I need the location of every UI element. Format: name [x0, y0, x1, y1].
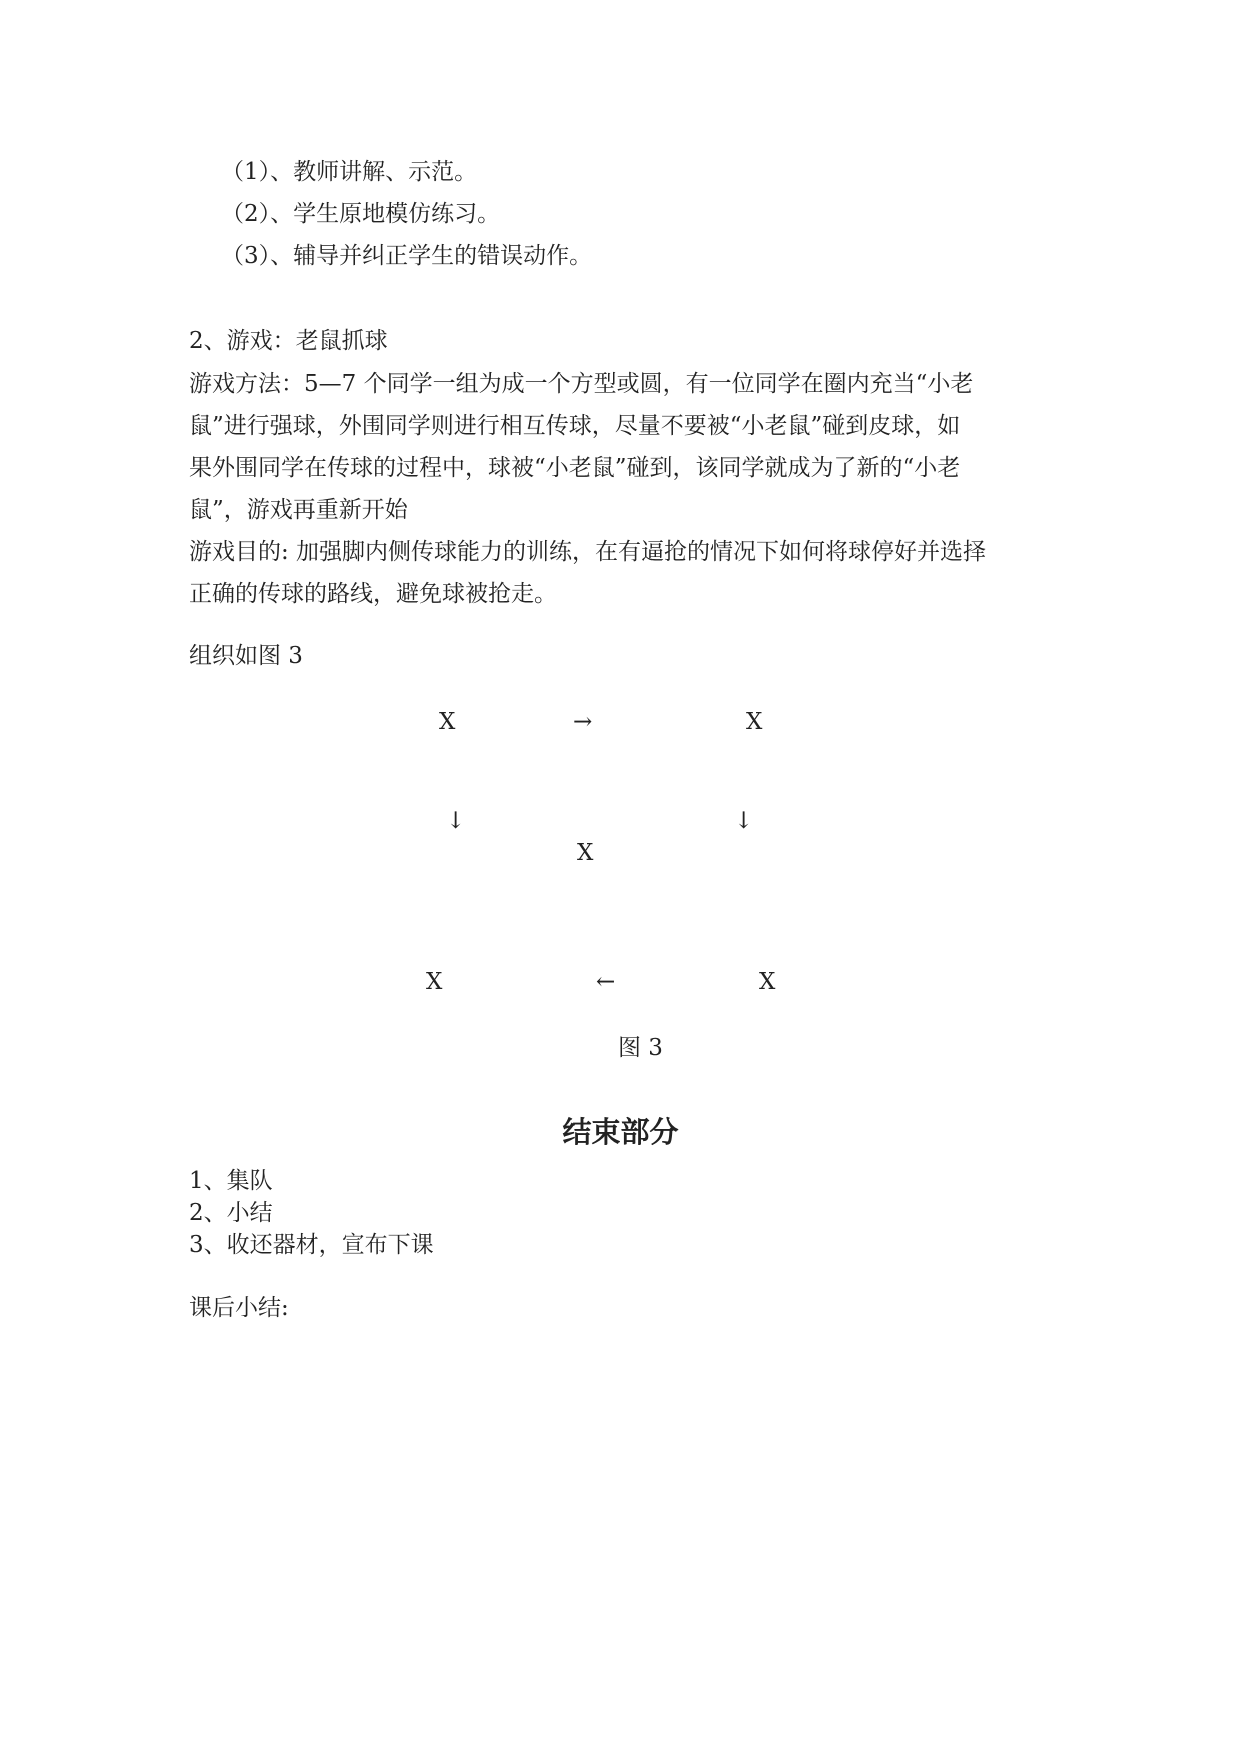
- player-center: X: [577, 840, 594, 866]
- player-top-left: X: [439, 709, 456, 735]
- figure-caption: 图 3: [618, 1035, 663, 1061]
- step-1: （1）、教师讲解、示范。: [221, 159, 478, 185]
- game-purpose-line: 游戏目的: 加强脚内侧传球能力的训练，在有逼抢的情况下如何将球停好并选择: [189, 539, 987, 565]
- closing-heading: 结束部分: [562, 1115, 679, 1149]
- organization-label: 组织如图 3: [189, 643, 303, 669]
- player-bottom-left: X: [426, 969, 443, 995]
- arrow-down-icon: ↓: [446, 808, 466, 834]
- game-method-line: 鼠”进行强球，外围同学则进行相互传球，尽量不要被“小老鼠”碰到皮球，如: [189, 413, 961, 439]
- post-lesson-summary-label: 课后小结:: [189, 1295, 289, 1321]
- arrow-left-icon: ←: [596, 969, 616, 995]
- arrow-right-icon: →: [573, 709, 593, 735]
- game-title: 2、游戏：老鼠抓球: [189, 328, 388, 354]
- closing-item-2: 2、小结: [189, 1200, 273, 1226]
- game-purpose-line: 正确的传球的路线，避免球被抢走。: [189, 581, 557, 607]
- closing-item-1: 1、集队: [189, 1168, 273, 1194]
- step-3: （3）、辅导并纠正学生的错误动作。: [221, 243, 593, 269]
- game-method-line: 游戏方法：5—7 个同学一组为成一个方型或圆，有一位同学在圈内充当“小老: [189, 371, 974, 397]
- player-bottom-right: X: [759, 969, 776, 995]
- player-top-right: X: [746, 709, 763, 735]
- step-2: （2）、学生原地模仿练习。: [221, 201, 501, 227]
- closing-item-3: 3、收还器材，宣布下课: [189, 1232, 434, 1258]
- game-method-line: 果外围同学在传球的过程中，球被“小老鼠”碰到，该同学就成为了新的“小老: [189, 455, 961, 481]
- game-method-line: 鼠”，游戏再重新开始: [189, 497, 408, 523]
- game-method-paragraph: [189, 363, 1061, 615]
- arrow-down-icon: ↓: [734, 808, 754, 834]
